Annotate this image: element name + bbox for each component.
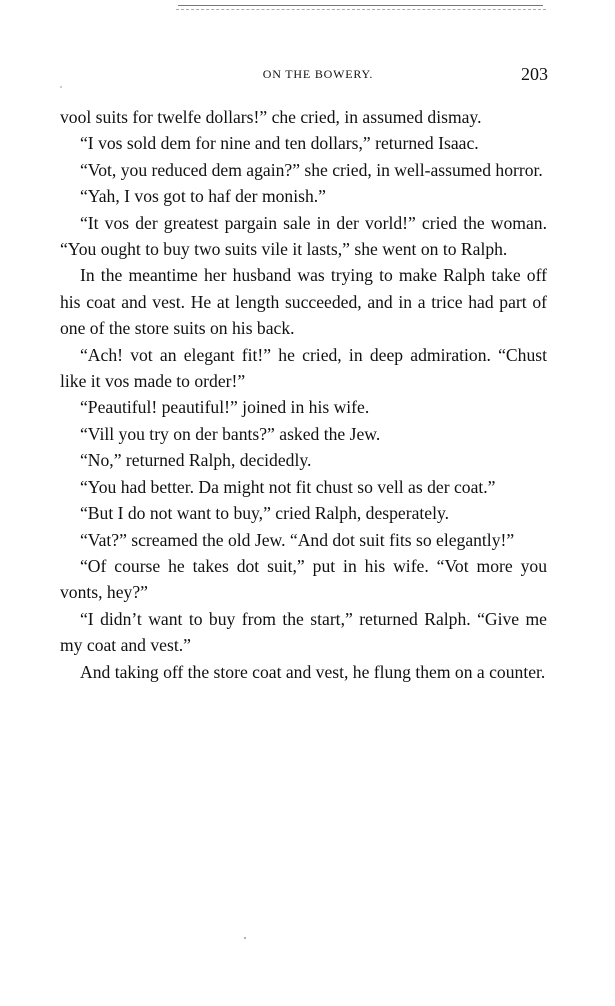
print-speck	[244, 937, 246, 939]
paragraph: And taking off the store coat and vest, he flung them on a counter.	[80, 661, 546, 682]
paragraph: In the meantime her husband was trying to make Ralph take off his coat and vest. He at length succeeded, and in a trice had part of one of the store suits on his back.	[60, 265, 547, 339]
paragraph: “You had better. Da might not fit chust so vell as der coat.”	[80, 476, 496, 497]
paragraph: “I didn’t want to buy from the start,” returned Ralph. “Give me my coat and vest.”	[60, 608, 547, 656]
print-speck	[60, 86, 62, 88]
page-number: 203	[521, 64, 548, 84]
paragraph: “Of course he takes dot suit,” put in his wife. “Vot more you vonts, hey?”	[60, 555, 547, 603]
paragraph: “Vot, you reduced dem again?” she cried, in well-assumed horror.	[80, 159, 543, 180]
paragraph: vool suits for twelfe dollars!” che cried, in assumed dismay.	[60, 107, 482, 127]
paragraph: “Peautiful! peautiful!” joined in his wife.	[80, 397, 370, 418]
paragraph: “Yah, I vos got to haf der monish.”	[80, 186, 326, 207]
running-head	[60, 64, 548, 86]
paragraph: “Vill you try on der bants?” asked the Jew.	[80, 423, 381, 444]
paragraph: “I vos sold dem for nine and ten dollars,” returned Isaac.	[80, 133, 479, 154]
paragraph: “Vat?” screamed the old Jew. “And dot suit fits so elegantly!”	[80, 529, 515, 550]
page-body	[60, 104, 547, 685]
paragraph: “No,” returned Ralph, decidedly.	[80, 450, 312, 471]
paragraph: “Ach! vot an elegant fit!” he cried, in deep admiration. “Chust like it vos made to order!”	[60, 344, 547, 392]
top-rule	[178, 5, 543, 6]
top-rule-secondary	[176, 9, 546, 10]
running-head-title: ON THE BOWERY.	[262, 67, 374, 81]
paragraph: “But I do not want to buy,” cried Ralph, desperately.	[80, 503, 450, 524]
paragraph: “It vos der greatest pargain sale in der vorld!” cried the woman. “You ought to buy two suits vile it lasts,” she went on to Ralph.	[60, 212, 547, 260]
